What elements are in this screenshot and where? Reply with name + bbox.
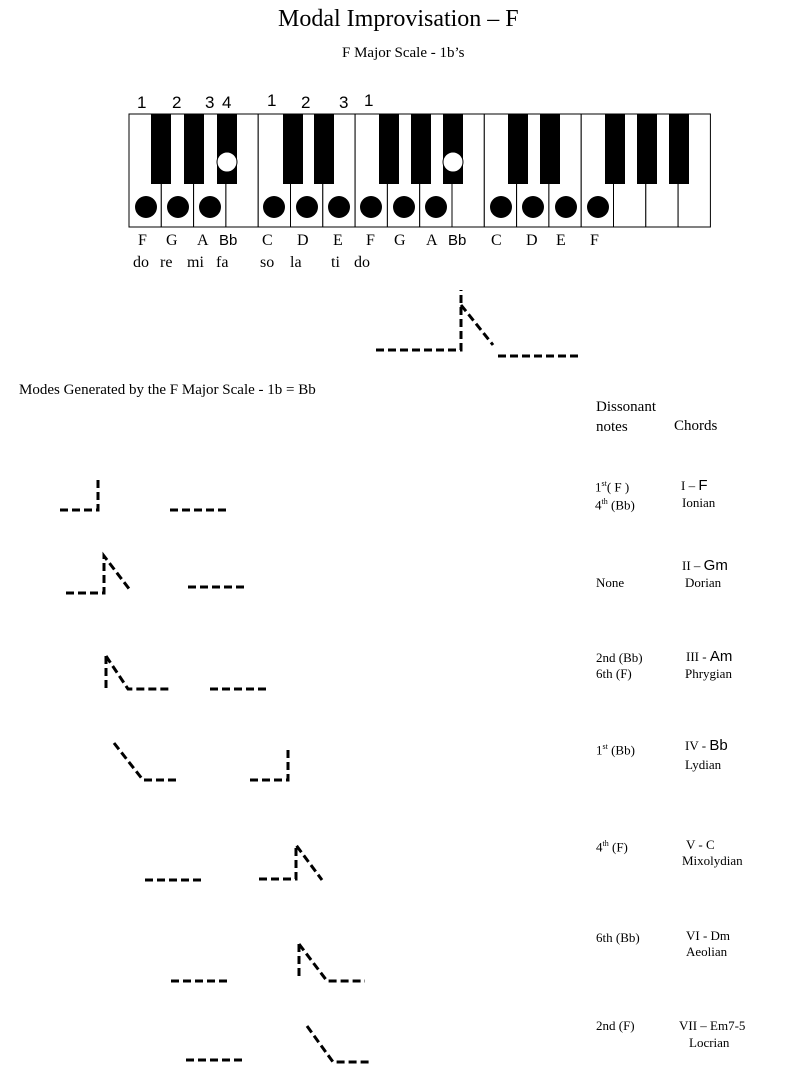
- scale-dot: [135, 196, 157, 218]
- black-key: [508, 114, 528, 184]
- scale-dot: [522, 196, 544, 218]
- dissonant-note: None: [596, 575, 625, 590]
- scale-dot: [199, 196, 221, 218]
- solfege-syllable: re: [160, 254, 173, 271]
- dissonant-header-line2: notes: [596, 419, 628, 435]
- black-key: [151, 114, 171, 184]
- mode-name: Mixolydian: [682, 853, 743, 868]
- dissonant-note: 1st (Bb): [596, 742, 635, 758]
- chords-header: Chords: [674, 418, 718, 434]
- black-key: [669, 114, 689, 184]
- scale-subtitle: F Major Scale - 1b’s: [342, 45, 465, 61]
- black-keys: [151, 114, 689, 184]
- chord-label: VII – Em7-5: [679, 1018, 746, 1033]
- mode-name: Aeolian: [686, 944, 728, 959]
- dissonant-note: 4th (Bb): [595, 497, 635, 513]
- mode-contour: [376, 290, 580, 356]
- chord-label: I – F: [681, 477, 708, 494]
- finger-number: 1: [364, 91, 374, 110]
- note-name: D: [297, 232, 309, 249]
- black-key: [314, 114, 334, 184]
- note-name: G: [394, 232, 406, 249]
- black-key: [411, 114, 431, 184]
- finger-number: 3: [339, 93, 349, 112]
- note-name: Bb: [219, 232, 238, 249]
- note-name: C: [262, 232, 273, 249]
- dissonant-header: Dissonant: [596, 399, 656, 415]
- note-name: F: [366, 232, 375, 249]
- mode-name: Locrian: [689, 1035, 730, 1050]
- mode-name: Dorian: [685, 575, 722, 590]
- mode-contour: [145, 845, 322, 880]
- note-name: E: [333, 232, 343, 249]
- solfege-syllable: do: [133, 254, 149, 271]
- chord-label: V - C: [686, 837, 715, 852]
- black-key: [379, 114, 399, 184]
- scale-dot: [263, 196, 285, 218]
- mode-contours: [60, 290, 580, 1062]
- scale-dot: [490, 196, 512, 218]
- dissonant-note: 4th (F): [596, 839, 628, 855]
- note-name: C: [491, 232, 502, 249]
- note-name: Bb: [448, 232, 467, 249]
- finger-number: 1: [137, 93, 147, 112]
- dissonant-note: 6th (F): [596, 666, 632, 681]
- solfege-syllable: fa: [216, 254, 229, 271]
- dissonant-note: 2nd (Bb): [596, 650, 643, 665]
- finger-number: 2: [172, 93, 182, 112]
- dissonant-note: 6th (Bb): [596, 930, 640, 945]
- chord-label: IV - Bb: [685, 737, 728, 754]
- note-name: G: [166, 232, 178, 249]
- page-title: Modal Improvisation – F: [278, 6, 519, 32]
- mode-contour: [114, 743, 288, 780]
- finger-number: 3: [205, 93, 215, 112]
- black-key: [637, 114, 657, 184]
- black-key: [184, 114, 204, 184]
- solfege-syllable: do: [354, 254, 370, 271]
- mode-name: Phrygian: [685, 666, 732, 681]
- black-key: [605, 114, 625, 184]
- mode-name: Ionian: [682, 495, 716, 510]
- solfege-syllable: mi: [187, 254, 204, 271]
- finger-number: 2: [301, 93, 311, 112]
- finger-number: 4: [222, 93, 232, 112]
- black-key: [540, 114, 560, 184]
- dissonant-note: 2nd (F): [596, 1018, 635, 1033]
- dissonant-note: 1st( F ): [595, 479, 630, 495]
- mode-contour: [171, 944, 365, 981]
- scale-dot: [328, 196, 350, 218]
- scale-dot: [425, 196, 447, 218]
- note-name: F: [590, 232, 599, 249]
- note-name: D: [526, 232, 538, 249]
- chord-label: III - Am: [686, 648, 733, 665]
- flat-dot: [443, 152, 463, 172]
- note-name: A: [426, 232, 438, 249]
- chord-label: II – Gm: [682, 557, 728, 574]
- note-name: F: [138, 232, 147, 249]
- section-title: Modes Generated by the F Major Scale - 1b = Bb: [19, 382, 316, 398]
- mode-name: Lydian: [685, 757, 722, 772]
- note-name: A: [197, 232, 209, 249]
- scale-dot: [296, 196, 318, 218]
- scale-dot: [555, 196, 577, 218]
- mode-contour: [186, 1026, 372, 1062]
- chord-label: VI - Dm: [686, 928, 731, 943]
- note-name: E: [556, 232, 566, 249]
- scale-dot: [587, 196, 609, 218]
- black-key: [443, 114, 463, 184]
- mode-contour: [66, 556, 246, 593]
- finger-number: 1: [267, 91, 277, 110]
- solfege-syllable: ti: [331, 254, 340, 271]
- solfege-syllable: la: [290, 254, 302, 271]
- mode-contour: [60, 476, 230, 510]
- scale-dot: [360, 196, 382, 218]
- solfege-syllable: so: [260, 254, 275, 271]
- scale-dot: [393, 196, 415, 218]
- black-key: [283, 114, 303, 184]
- black-key: [217, 114, 237, 184]
- flat-dot: [217, 152, 237, 172]
- scale-dot: [167, 196, 189, 218]
- mode-contour: [106, 656, 268, 689]
